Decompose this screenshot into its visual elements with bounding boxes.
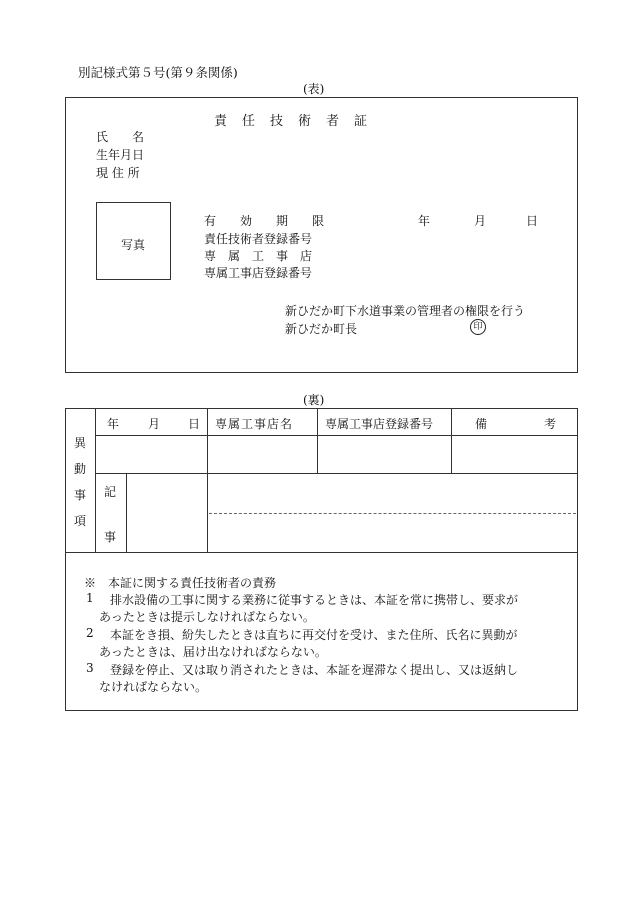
affiliated-shop-reg-number-label: 専属工事店登録番号: [204, 266, 313, 280]
change-items-label-2: 動: [74, 462, 87, 476]
note-label-2: 事: [104, 530, 117, 544]
validity-day-unit: 日: [526, 214, 539, 228]
header-month: 月: [148, 417, 161, 431]
header-shop-reg-number: 専属工事店登録番号: [325, 417, 434, 431]
document-title: 責 任 技 術 者 証: [214, 114, 369, 129]
issuer-title: 新ひだか町長: [285, 322, 358, 336]
duty-2-line-1: 本証をき損、紛失したときは直ちに再交付を受け、また住所、氏名に異動が: [110, 628, 518, 642]
side-label-divider: [95, 409, 96, 552]
duty-2-number: 2: [86, 626, 94, 640]
reg-col-divider: [451, 409, 452, 473]
change-items-label-4: 項: [74, 514, 87, 528]
header-row-bottom: [95, 435, 578, 436]
duty-1-line-2: あったときは提示しなければならない。: [99, 610, 315, 624]
form-number: 別記様式第５号(第９条関係): [78, 65, 238, 80]
back-side-label: (裏): [303, 393, 325, 407]
duty-3-line-1: 登録を停止、又は取り消されたときは、本証を遅滞なく提出し、又は返納し: [110, 663, 519, 677]
validity-year-unit: 年: [418, 214, 431, 228]
address-field-label: 現 住 所: [96, 166, 140, 180]
duty-3-number: 3: [86, 661, 94, 675]
duty-1-line-1: 排水設備の工事に関する業務に従事するときは、本証を常に携帯し、要求が: [110, 593, 519, 607]
affiliated-shop-label: 専 属 工 事 店: [204, 249, 313, 263]
change-items-label-1: 異: [74, 436, 87, 450]
front-card: [65, 97, 578, 373]
note-label-1: 記: [104, 485, 117, 499]
seal-mark: [470, 319, 486, 335]
duty-3-line-2: なければならない。: [99, 680, 208, 694]
photo-label: 写真: [121, 238, 146, 252]
header-year: 年: [107, 417, 120, 431]
name-field-label: 氏 名: [96, 130, 145, 144]
photo-box: [96, 202, 171, 280]
shop-col-divider: [317, 409, 318, 473]
seal-char: 印: [473, 322, 483, 332]
front-side-label: (表): [303, 82, 325, 96]
validity-label: 有 効 期 限: [204, 214, 325, 228]
duty-2-line-2: あったときは、届け出なければならない。: [99, 645, 327, 659]
note-label-divider: [126, 473, 127, 552]
duties-title: ※ 本証に関する責任技術者の責務: [84, 576, 277, 590]
header-day: 日: [188, 417, 201, 431]
entry-row-bottom: [95, 473, 578, 474]
date-col-divider: [207, 409, 208, 552]
back-card: [65, 408, 578, 711]
change-items-label-3: 事: [74, 488, 87, 502]
header-remarks-1: 備: [475, 417, 488, 431]
table-bottom: [66, 552, 577, 553]
technician-reg-number-label: 責任技術者登録番号: [204, 232, 313, 246]
header-remarks-2: 考: [544, 417, 557, 431]
header-shop-name: 専属工事店名: [215, 417, 294, 431]
duty-1-number: 1: [86, 591, 94, 605]
validity-month-unit: 月: [474, 214, 487, 228]
note-dashed-line: [209, 513, 576, 514]
birth-date-field-label: 生年月日: [96, 148, 145, 162]
issuer-authority: 新ひだか町下水道事業の管理者の権限を行う: [285, 304, 526, 318]
